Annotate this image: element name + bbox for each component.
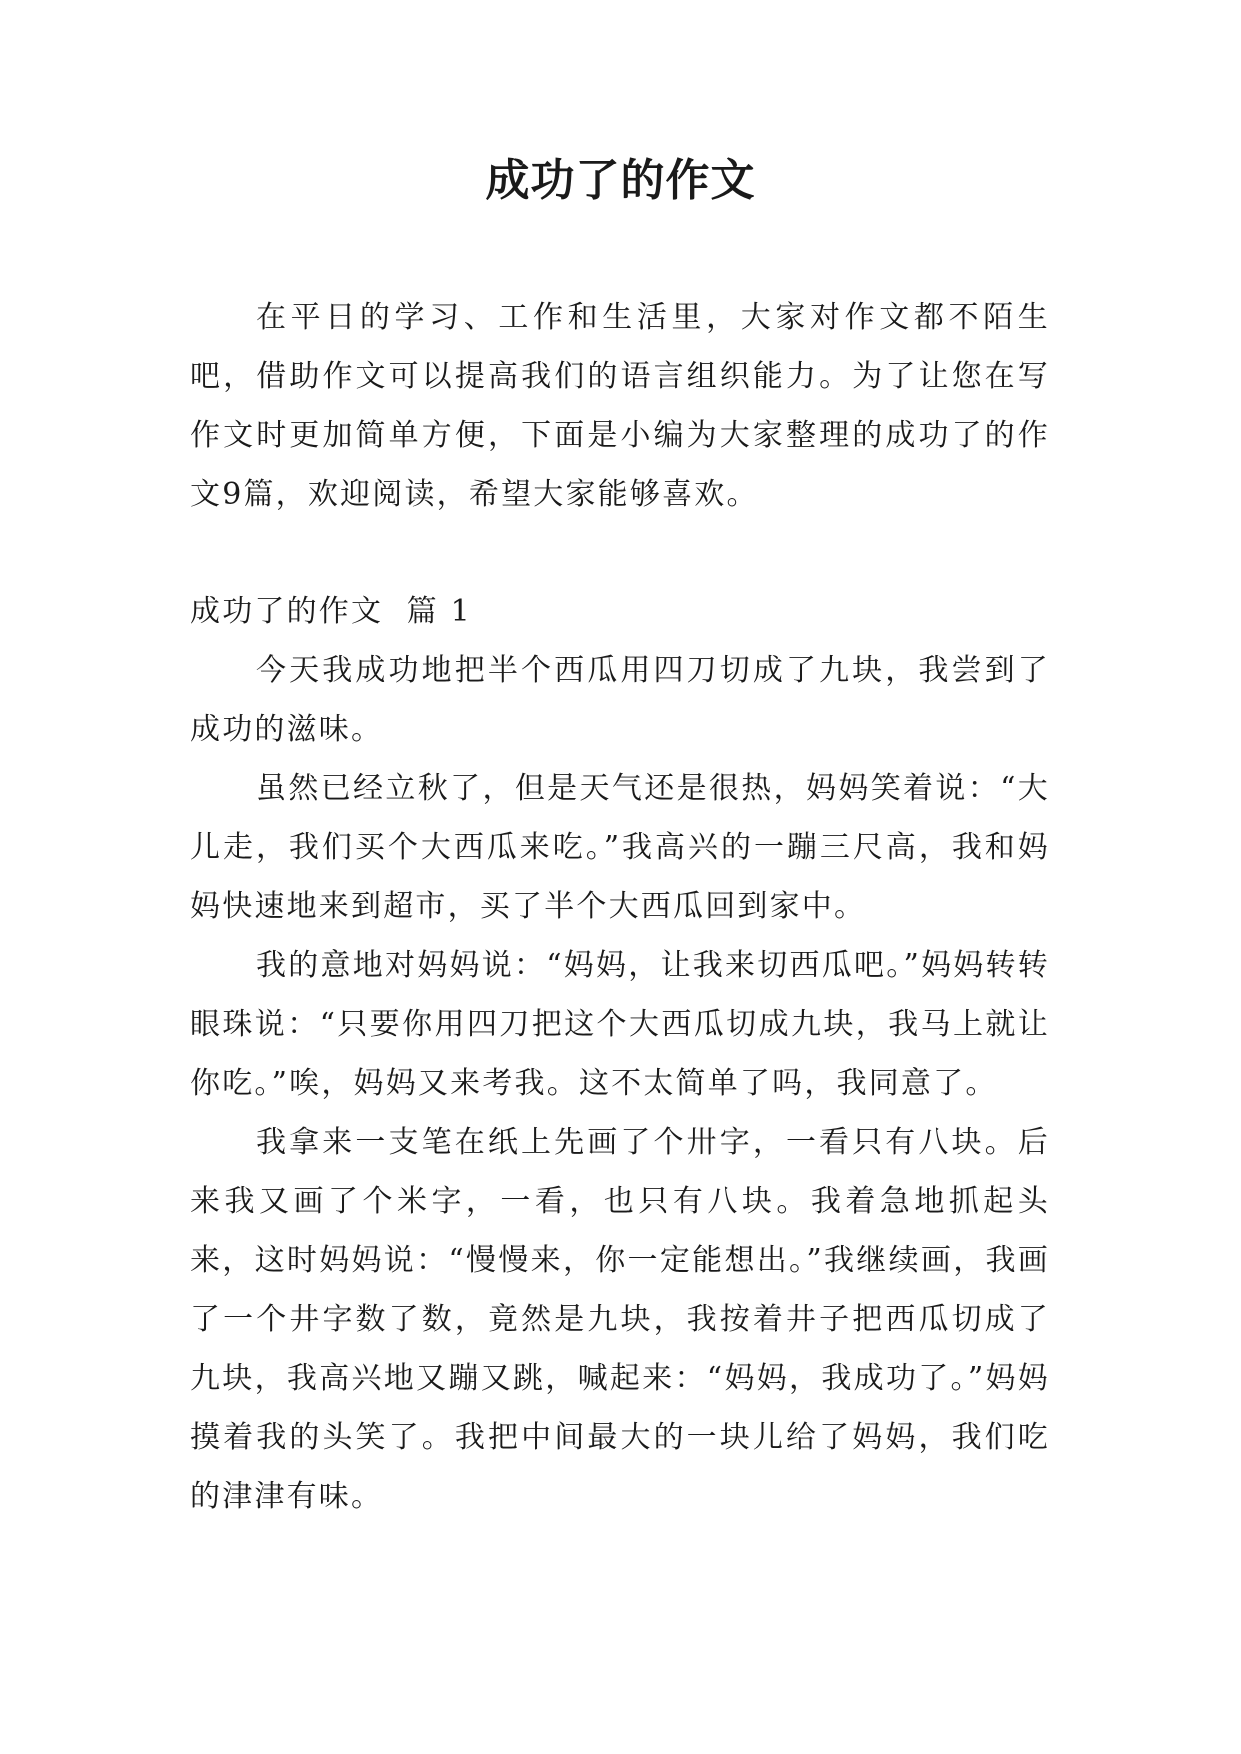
page-title: 成功了的作文: [485, 155, 756, 206]
essay-paragraph: 今天我成功地把半个西瓜用四刀切成了九块，我尝到了成功的滋味。: [190, 653, 1050, 747]
document-body: [190, 288, 1050, 1526]
essay-paragraph: 我拿来一支笔在纸上先画了个卅字，一看只有八块。后来我又画了个米字，一看，也只有八块。我着急地抓起头来，这时妈妈说：“慢慢来，你一定能想出。”我继续画，我画了一个井字数了数，竟然是九块，我按着井子把西瓜切成了九块，我高兴地又蹦又跳，喊起来：“妈妈，我成功了。”妈妈摸着我的头笑了。我把中间最大的一块儿给了妈妈，我们吃的津津有味。: [190, 1125, 1050, 1514]
section-heading: 成功了的作文 篇 1: [190, 594, 472, 629]
essay-paragraph: 我的意地对妈妈说：“妈妈，让我来切西瓜吧。”妈妈转转眼珠说：“只要你用四刀把这个大西瓜切成九块，我马上就让你吃。”唉，妈妈又来考我。这不太简单了吗，我同意了。: [190, 948, 1050, 1101]
intro-paragraph: 在平日的学习、工作和生活里，大家对作文都不陌生吧，借助作文可以提高我们的语言组织能力。为了让您在写作文时更加简单方便，下面是小编为大家整理的成功了的作文9篇，欢迎阅读，希望大家能够喜欢。: [190, 300, 1050, 512]
essay-paragraph: 虽然已经立秋了，但是天气还是很热，妈妈笑着说：“大儿走，我们买个大西瓜来吃。”我高兴的一蹦三尺高，我和妈妈快速地来到超市，买了半个大西瓜回到家中。: [190, 771, 1050, 924]
